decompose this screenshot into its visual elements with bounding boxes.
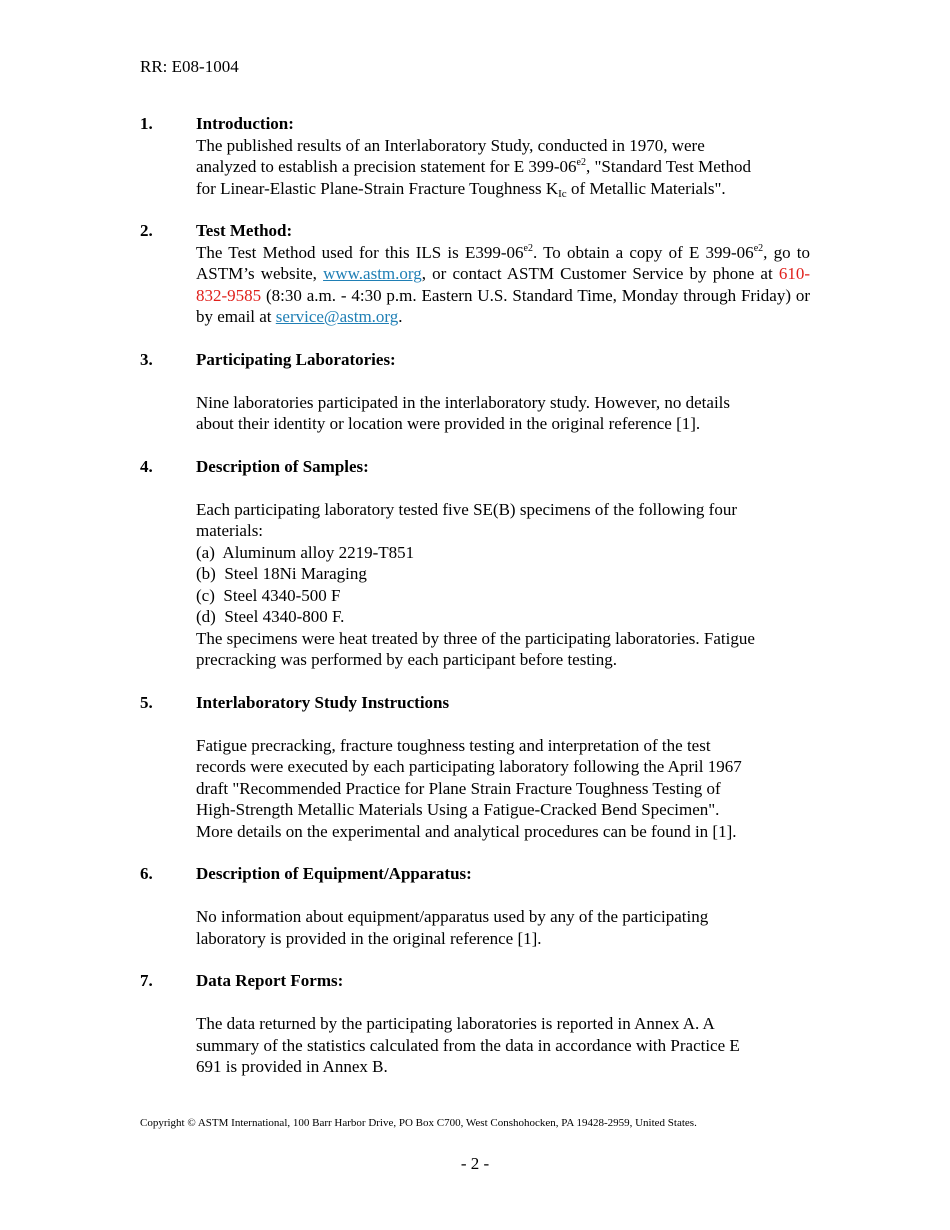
section-test-method: [140, 220, 810, 328]
astm-website-link[interactable]: www.astm.org: [323, 264, 422, 283]
text-line: The data returned by the participating laboratories is reported in Annex A. A: [196, 1014, 715, 1033]
spacer: [196, 885, 810, 907]
text-fragment: for Linear-Elastic Plane-Strain Fracture Toughness K: [196, 178, 559, 198]
section-participating-laboratories: [140, 349, 810, 435]
text-line: about their identity or location were provided in the original reference [1].: [196, 414, 701, 433]
section-number: 1.: [140, 114, 153, 133]
list-item: (d) Steel 4340-800 F.: [196, 607, 345, 626]
text-fragment: . To obtain a copy of E 399-06: [532, 242, 754, 262]
section-equipment: [140, 863, 810, 949]
section-title: Description of Equipment/Apparatus:: [196, 864, 472, 883]
text-line: No information about equipment/apparatus used by any of the participating: [196, 907, 709, 926]
spacer: [196, 992, 810, 1014]
section-content: [196, 113, 810, 199]
section-description-of-samples: [140, 456, 810, 671]
spacer: [196, 370, 810, 392]
copyright-footer: Copyright © ASTM International, 100 Barr Harbor Drive, PO Box C700, West Conshohocken, PA 19428-2959, United States.: [140, 1117, 697, 1129]
section-content: [196, 692, 810, 843]
text-line: precracking was performed by each participant before testing.: [196, 650, 618, 669]
text-fragment: The Test Method used for this ILS is E399-06: [196, 242, 524, 262]
section-content: [196, 970, 810, 1078]
text-line: summary of the statistics calculated from the data in accordance with Practice E: [196, 1035, 740, 1055]
section-title: Introduction:: [196, 114, 294, 133]
text-line: draft "Recommended Practice for Plane Strain Fracture Toughness Testing of: [196, 778, 721, 798]
text-line: High-Strength Metallic Materials Using a Fatigue-Cracked Bend Specimen".: [196, 800, 720, 819]
text-line: More details on the experimental and analytical procedures can be found in [1].: [196, 821, 737, 841]
list-item: (b) Steel 18Ni Maraging: [196, 564, 367, 583]
text-fragment: .: [398, 307, 403, 326]
list-item: (c) Steel 4340-500 F: [196, 585, 341, 605]
text-fragment: , "Standard Test Method: [585, 157, 751, 176]
document-header: RR: E08-1004: [140, 57, 239, 76]
page-number: - 2 -: [460, 1154, 490, 1173]
text-line: laboratory is provided in the original reference [1].: [196, 928, 542, 948]
subscript: Ic: [558, 187, 567, 200]
spacer: [196, 477, 810, 499]
section-number: 2.: [140, 221, 153, 240]
text-fragment: analyzed to establish a precision statement for E 399-06: [196, 157, 577, 176]
list-item: (a) Aluminum alloy 2219-T851: [196, 542, 415, 562]
text-line: 691 is provided in Annex B.: [196, 1057, 388, 1076]
text-line: records were executed by each participating laboratory following the April 1967: [196, 757, 742, 776]
superscript: e2: [753, 242, 764, 254]
text-fragment: (8:30 a.m. - 4:30 p.m. Eastern U.S. Standard Time, Monday through Friday) or by email at: [196, 285, 810, 326]
text-line: Each participating laboratory tested five SE(B) specimens of the following four: [196, 499, 738, 519]
section-title: Test Method:: [196, 221, 293, 240]
section-number: 4.: [140, 456, 153, 476]
section-data-report-forms: [140, 970, 810, 1078]
service-email-link[interactable]: service@astm.org: [275, 307, 399, 326]
section-paragraph: [196, 242, 810, 328]
section-number: 5.: [140, 692, 153, 712]
section-number: 6.: [140, 864, 153, 883]
section-title: Data Report Forms:: [196, 971, 344, 990]
text-fragment: , go to ASTM’s website,: [196, 242, 810, 283]
text-line: Nine laboratories participated in the interlaboratory study. However, no details: [196, 392, 731, 412]
section-content: [196, 456, 810, 671]
section-title: Participating Laboratories:: [196, 349, 396, 369]
section-number: 3.: [140, 349, 153, 369]
section-number: 7.: [140, 971, 153, 990]
section-title: Description of Samples:: [196, 456, 369, 476]
section-introduction: [140, 113, 810, 199]
section-content: [196, 220, 810, 328]
text-fragment: of Metallic Materials".: [566, 178, 726, 198]
section-ils-instructions: [140, 692, 810, 843]
document-body: [140, 113, 810, 1099]
text-fragment: , or contact ASTM Customer Service by phone at: [421, 264, 779, 283]
spacer: [196, 713, 810, 735]
section-title: Interlaboratory Study Instructions: [196, 692, 450, 712]
section-content: [196, 863, 810, 949]
superscript: e2: [576, 157, 586, 168]
text-line: [196, 178, 810, 200]
phone-number[interactable]: 610-832-9585: [196, 264, 811, 305]
section-content: [196, 349, 810, 435]
text-line: [196, 156, 810, 178]
superscript: e2: [523, 242, 533, 254]
text-line: The specimens were heat treated by three of the participating laboratories. Fatigue: [196, 628, 755, 648]
text-line: The published results of an Interlaboratory Study, conducted in 1970, were: [196, 135, 705, 155]
text-line: materials:: [196, 521, 264, 540]
text-line: Fatigue precracking, fracture toughness testing and interpretation of the test: [196, 735, 711, 755]
